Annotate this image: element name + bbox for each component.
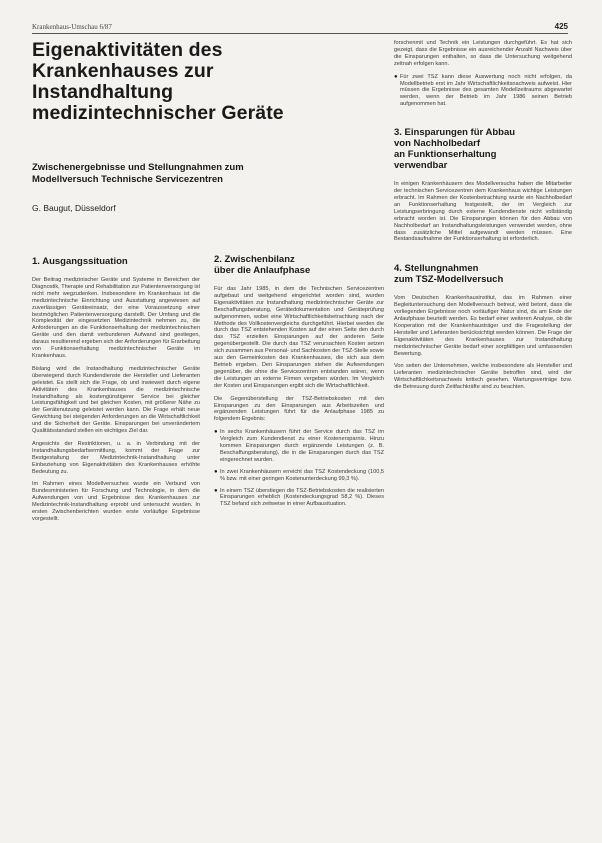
spacer <box>394 249 572 263</box>
bullet-icon: ● <box>214 468 218 475</box>
running-head: Krankenhaus-Umschau 6/87 <box>32 23 112 31</box>
spacer <box>394 113 572 127</box>
bullet-icon: ● <box>214 429 218 436</box>
bullet-item <box>214 429 384 464</box>
column-middle <box>214 254 384 513</box>
bullet-text: In zwei Krankenhäusern erreicht das TSZ Kostendeckung (100,5 % bzw. mit einer geringen Kostenunterdeckung 99,3 %). <box>220 468 384 482</box>
author-byline: G. Baugut, Düsseldorf <box>32 203 116 213</box>
heading-line: von Nachholbedarf <box>394 138 481 150</box>
heading-line: 4. Stellungnahmen <box>394 263 479 275</box>
header-rule <box>32 33 568 34</box>
column-left <box>32 256 200 529</box>
bullet-icon: ● <box>214 487 218 494</box>
title-line: medizintechnischer Geräte <box>32 102 284 124</box>
bullet-text: In sechs Krankenhäusern führt der Service durch das TSZ im Vergleich zum Kundendienst zu einer Kostenersparnis. Hinzu kommen Einsparungen durch ergänzende Leistungen (z. B. Beschaffungsberatung), die in die Einsparungen durch das TSZ eingerechnet wurden. <box>220 429 384 463</box>
body-paragraph: Der Beitrag medizinischer Geräte und Systeme in Bereichen der Diagnostik, Therapie und Rehabilitation zur Patientenversorgung ist nicht mehr wegzudenken. Insbesondere im Krankenhaus ist die medizintechnische Einrichtung und Ausstattung angewiesen auf zuverlässigen Geräteeinsatz, der eine Voraussetzung einer bestmöglichen Patientenversorgung darstellt. Der Umfang und die Komplexität der eingesetzten Medizintechnik nehmen zu, die Anforderungen an die Funktionserhaltung der medizintechnischen Geräte und den damit verbundenen Aufwand sind gestiegen, daraus resultierend ergeben sich der Anforderungen für Erarbeitung von Funktionserhaltung medizintechnischer Geräte im Krankenhaus. <box>32 277 200 359</box>
title-line: Eigenaktivitäten des <box>32 39 223 61</box>
title-line: Instandhaltung <box>32 81 174 103</box>
article-subtitle <box>32 162 332 186</box>
heading-line: 3. Einsparungen für Abbau <box>394 127 516 139</box>
column-right <box>394 40 572 397</box>
heading-line: zum TSZ-Modellversuch <box>394 274 504 286</box>
body-paragraph: Vom Deutschen Krankenhausinstitut, das im Rahmen einer Begleituntersuchung den Modellversuch betreut, wird betont, dass die vorliegenden Ergebnisse noch vorläufiger Natur sind, da am Ende der Anlaufphase beurteilt werden. Es bedarf einer weiteren Analyse, ob die Kooperation mit der Krankenhausträger und die Fragestellung der Hersteller und Lieferanten berücksichtigt werden können. Die Frage der Eigenaktivitäten des Krankenhauses zur Instandhaltung medizintechnischer Geräte bedarf einer sorgfältigen und umfassenden Bewertung. <box>394 295 572 357</box>
heading-line: an Funktionserhaltung <box>394 149 497 161</box>
bullet-item <box>214 488 384 509</box>
heading-line: verwendbar <box>394 160 448 172</box>
subtitle-line: Zwischenergebnisse und Stellungnahmen zum <box>32 162 244 173</box>
heading-line: über die Anlaufphase <box>214 265 311 276</box>
article-title <box>32 40 322 124</box>
body-paragraph: Für das Jahr 1985, in dem die Technischen Servicezentren aufgebaut und weitgehend eingerichtet worden sind, wurden Eigenaktivitäten zur Instandhaltung medizintechnischer Geräte zur Beschaffungsberatung, Gerätedokumentation und Geräteprüfung aufgenommen, wobei eine Wirtschaftlichkeitsbetrachtung nach der Methode des Vollkostenvergleichs durchgeführt. Hierbei werden die durch das TSZ entstehenden Kosten auf der einen Seite den durch das TSZ erzielten Einsparungen auf der anderen Seite gegenübergestellt. Die durch das TSZ verursachten Kosten setzen sich zusammen aus Personal- und Sachkosten der TSZ-Stelle sowie aus den Gemeinkosten des Krankenhauses, die sich aus dem Betrieb ergeben. Den Einsparungen stehen die Aufwendungen gegenüber, die ohne die Servicezentren entstanden wären, wenn die Leistungen an externe Firmen vergeben würden. Im Vergleich der Kosten und Einsparungen ergibt sich die Wirtschaftlichkeit. <box>214 286 384 389</box>
page-number: 425 <box>554 22 568 31</box>
body-paragraph: Die Gegenüberstellung der TSZ-Betriebskosten mit den Einsparungen zu den Einsparungen aus Arbeitszeiten und ergänzenden Leistungen führt für die Anlaufphase 1985 zu folgendem Ergebnis: <box>214 395 384 423</box>
section-heading <box>214 254 384 276</box>
bullet-item <box>394 74 572 109</box>
body-paragraph: Angesichts der Restriktionen, u. a. in Verbindung mit der Instandhaltungsbedarfsermittlung, kommt der Frage zur Bestgestaltung der Medizintechnik-Instandhaltung unter Einbeziehung von Eigenaktivitäten des Krankenhauses erhöhte Bedeutung zu. <box>32 440 200 475</box>
body-paragraph: In einigen Krankenhäusern des Modellversuchs haben die Mitarbeiter der technischen Servicezentren dem Krankenhaus wichtige Leistungen erbracht. Im Rahmen der Kostenbetrachtung wurde ein Nachholbedarf an Funktionserhaltung festgestellt, der im Vergleich zur Leistungserbringung durch externe Kundendienste nicht vollständig erbracht worden ist. Die Einsparungen können für den Abbau von Nachholbedarf an Instandhaltungsleistungen verwendet werden, ohne dass zusätzliche Mittel aufgewandt werden müssen. Eine Bestandsaufnahme der Funktionserhaltung ist erforderlich. <box>394 181 572 243</box>
section-heading <box>394 127 572 171</box>
bullet-item <box>214 469 384 483</box>
body-paragraph: forschenmit und Technik ein Leistungen durchgeführt. Es hat sich gezeigt, dass die Ergebnisse ein ausreichender Anzahl Nachweis über die Einsparungen enthalten, so dass die Untersuchung weitgehend zeitnah erfolgen kann. <box>394 40 572 67</box>
bullet-text: Für zwei TSZ kann diese Auswertung noch nicht erfolgen, da Modellbetrieb erst im Jahr Wirtschaftlichkeitsnachweis aufweist. Hier müssen die Ergebnisse des gesamten Modellzeitraums abgewartet werden, wenn der Betrieb im Jahr 1986 seinen Betrieb aufgenommen hat. <box>400 73 572 108</box>
body-paragraph: Bislang wird die Instandhaltung medizintechnischer Geräte überwiegend durch Kundendienste der Hersteller und Lieferanten geleistet. Es stellt sich die Frage, ob und inwieweit durch eigene Aktivitäten des Krankenhauses die medizintechnische Instandhaltung als kostengünstigerer Service bei gleicher Leistungsfähigkeit und bei gleichen Kosten, mit größerer Nähe zu der Gerätenutzung geleistet werden kann. Die Frage erhält neue Gewichtung bei steigenden Anforderungen an die Wirtschaftlichkeit und die Sicherheit der Geräte. Einsparungen bei unverändertem Qualitätsstandard stellen ein wichtiges Ziel dar. <box>32 365 200 435</box>
section-heading: 1. Ausgangssituation <box>32 256 128 267</box>
bullet-icon: ● <box>394 73 398 80</box>
section-heading <box>394 263 572 285</box>
heading-line: 2. Zwischenbilanz <box>214 254 295 265</box>
title-line: Krankenhauses zur <box>32 60 214 82</box>
body-paragraph: Im Rahmen eines Modellversuches wurde ein Verbund von Bundesministerien für Forschung und Technologie, in dem die Aufwendungen von und Ergebnisse des Krankenhauses zur Medizintechnik-Instandhaltung erprobt und untersucht wurden. In ersten Zwischenberichten wurden erste vorläufige Ergebnisse vorgestellt. <box>32 481 200 522</box>
bullet-text: In einem TSZ überstiegen die TSZ-Betriebskosten die realisierten Einsparungen erheblich (Kostendeckungsgrad 58,2 %). Dieses TSZ befand sich zeitweise in einer Aufbausituation. <box>220 487 384 508</box>
subtitle-line: Modellversuch Technische Servicezentren <box>32 174 223 185</box>
body-paragraph: Von seiten der Unternehmen, welche insbesondere als Hersteller und Lieferanten medizintechnischer Geräte betroffen sind, wird der Wirtschaftlichkeitsnachweis kritisch gesehen. Wartungsverträge bzw. die Betreuung durch Zeitfachkräfte sind zu beachten. <box>394 363 572 391</box>
